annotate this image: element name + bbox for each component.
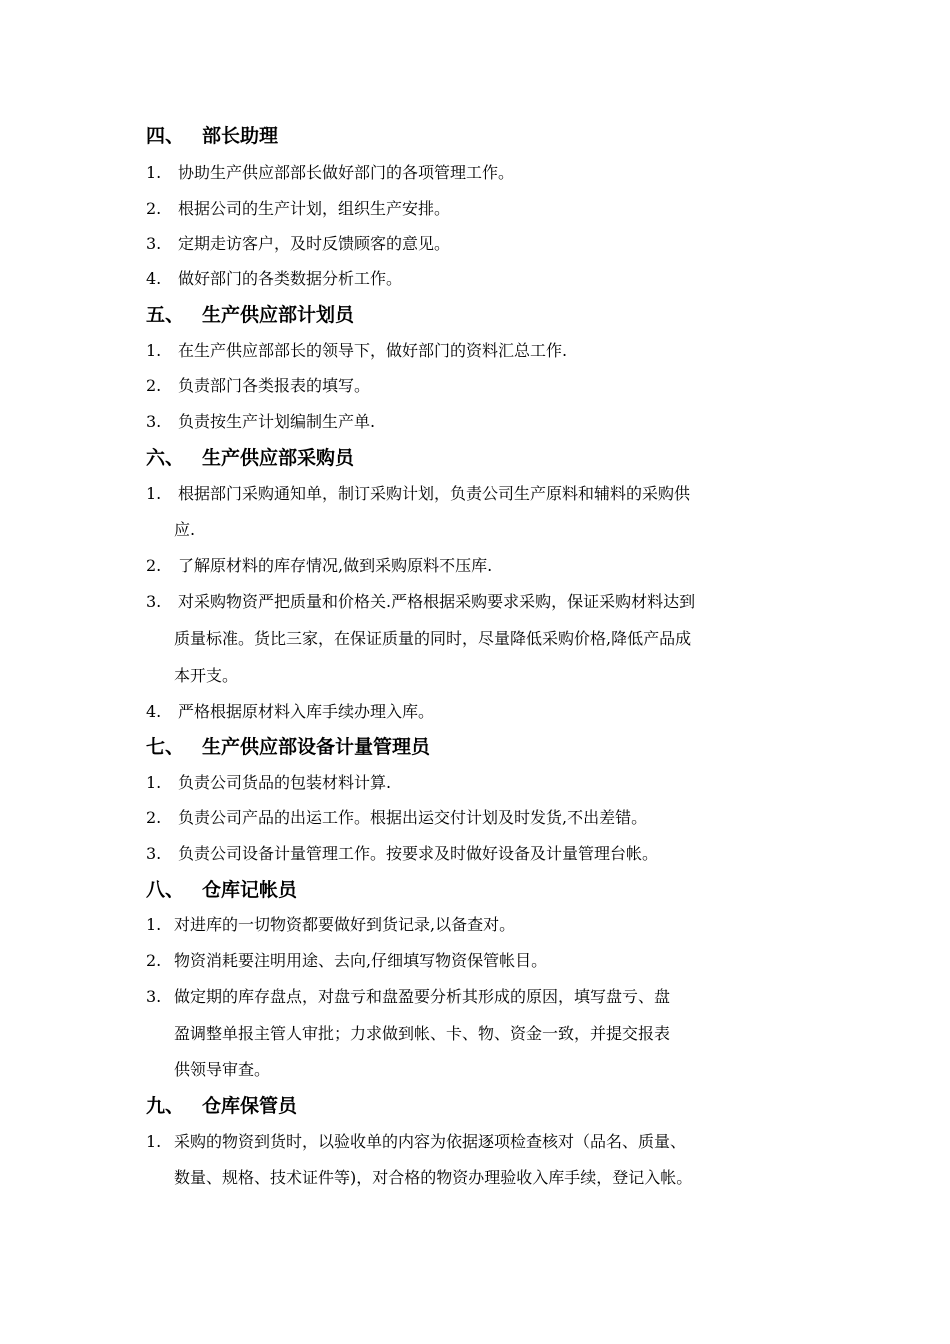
- section-number: 六、: [146, 447, 185, 469]
- list-item: [146, 234, 450, 254]
- item-number: 2.: [146, 556, 162, 575]
- section-title: 生产供应部计划员: [202, 304, 355, 326]
- item-number: 2.: [146, 951, 162, 970]
- item-text: 了解原材料的库存情况,做到采购原料不压库.: [178, 556, 493, 575]
- item-text: 根据公司的生产计划，组织生产安排。: [178, 199, 451, 218]
- list-item: [146, 951, 547, 971]
- section-heading-5: [146, 303, 354, 327]
- list-item: [146, 269, 402, 289]
- item-text: 对进库的一切物资都要做好到货记录,以备查对。: [174, 915, 516, 934]
- section-heading-8: [146, 878, 297, 902]
- item-text: 负责部门各类报表的填写。: [178, 376, 371, 395]
- item-continuation: 本开支。: [174, 666, 239, 685]
- item-number: 1.: [146, 915, 162, 934]
- item-text: 协助生产供应部部长做好部门的各项管理工作。: [178, 163, 515, 182]
- item-number: 3.: [146, 234, 162, 253]
- item-number: 1.: [146, 484, 162, 503]
- list-item: [146, 341, 567, 361]
- section-title: 仓库保管员: [202, 1095, 298, 1117]
- section-number: 四、: [146, 125, 185, 147]
- item-text: 定期走访客户，及时反馈顾客的意见。: [178, 234, 451, 253]
- section-heading-7: [146, 735, 430, 759]
- list-item: [146, 773, 391, 793]
- item-number: 1.: [146, 773, 162, 792]
- item-number: 3.: [146, 844, 162, 863]
- item-number: 4.: [146, 269, 162, 288]
- item-text: 做好部门的各类数据分析工作。: [178, 269, 403, 288]
- item-number: 2.: [146, 808, 162, 827]
- item-text: 负责公司产品的出运工作。根据出运交付计划及时发货,不出差错。: [178, 808, 648, 827]
- item-number: 1.: [146, 163, 162, 182]
- section-title: 生产供应部采购员: [202, 447, 355, 469]
- item-text: 采购的物资到货时，以验收单的内容为依据逐项检查核对（品名、质量、: [174, 1132, 687, 1151]
- list-item: [146, 163, 514, 183]
- item-number: 3.: [146, 592, 162, 611]
- item-number: 2.: [146, 199, 162, 218]
- item-number: 2.: [146, 376, 162, 395]
- section-title: 仓库记帐员: [202, 879, 298, 901]
- section-heading-6: [146, 446, 354, 470]
- item-continuation: 盈调整单报主管人审批；力求做到帐、卡、物、资金一致，并提交报表: [174, 1024, 671, 1043]
- list-item: [146, 915, 515, 935]
- section-title: 部长助理: [202, 125, 279, 147]
- item-number: 1.: [146, 1132, 162, 1151]
- item-number: 4.: [146, 702, 162, 721]
- item-text: 负责公司货品的包装材料计算.: [178, 773, 392, 792]
- item-text: 物资消耗要注明用途、去向,仔细填写物资保管帐目。: [174, 951, 548, 970]
- list-item: [146, 376, 370, 396]
- item-number: 1.: [146, 341, 162, 360]
- item-text: 在生产供应部部长的领导下，做好部门的资料汇总工作.: [178, 341, 568, 360]
- list-item: [146, 556, 492, 576]
- item-text: 做定期的库存盘点，对盘亏和盘盈要分析其形成的原因，填写盘亏、盘: [174, 987, 671, 1006]
- list-item: [146, 484, 690, 504]
- item-continuation: 数量、规格、技术证件等)，对合格的物资办理验收入库手续，登记入帐。: [174, 1168, 693, 1187]
- item-number: 3.: [146, 987, 162, 1006]
- section-heading-9: [146, 1094, 297, 1118]
- list-item: [146, 844, 658, 864]
- section-number: 五、: [146, 304, 185, 326]
- section-number: 九、: [146, 1095, 185, 1117]
- list-item: [146, 199, 450, 219]
- section-title: 生产供应部设备计量管理员: [202, 736, 431, 758]
- item-text: 负责按生产计划编制生产单.: [178, 412, 376, 431]
- list-item: [146, 1132, 686, 1152]
- list-item: [146, 702, 434, 722]
- item-number: 3.: [146, 412, 162, 431]
- list-item: [146, 412, 375, 432]
- item-continuation: 质量标准。货比三家，在保证质量的同时，尽量降低采购价格,降低产品成: [174, 629, 692, 648]
- section-number: 八、: [146, 879, 185, 901]
- item-text: 根据部门采购通知单，制订采购计划，负责公司生产原料和辅料的采购供: [178, 484, 691, 503]
- list-item: [146, 987, 670, 1007]
- list-item: [146, 592, 695, 612]
- section-heading-4: [146, 124, 278, 148]
- item-continuation: 供领导审查。: [174, 1060, 271, 1079]
- item-text: 严格根据原材料入库手续办理入库。: [178, 702, 435, 721]
- list-item: [146, 808, 647, 828]
- item-text: 负责公司设备计量管理工作。按要求及时做好设备及计量管理台帐。: [178, 844, 659, 863]
- item-text: 对采购物资严把质量和价格关.严格根据采购要求采购，保证采购材料达到: [178, 592, 696, 611]
- section-number: 七、: [146, 736, 185, 758]
- item-continuation: 应.: [174, 520, 196, 539]
